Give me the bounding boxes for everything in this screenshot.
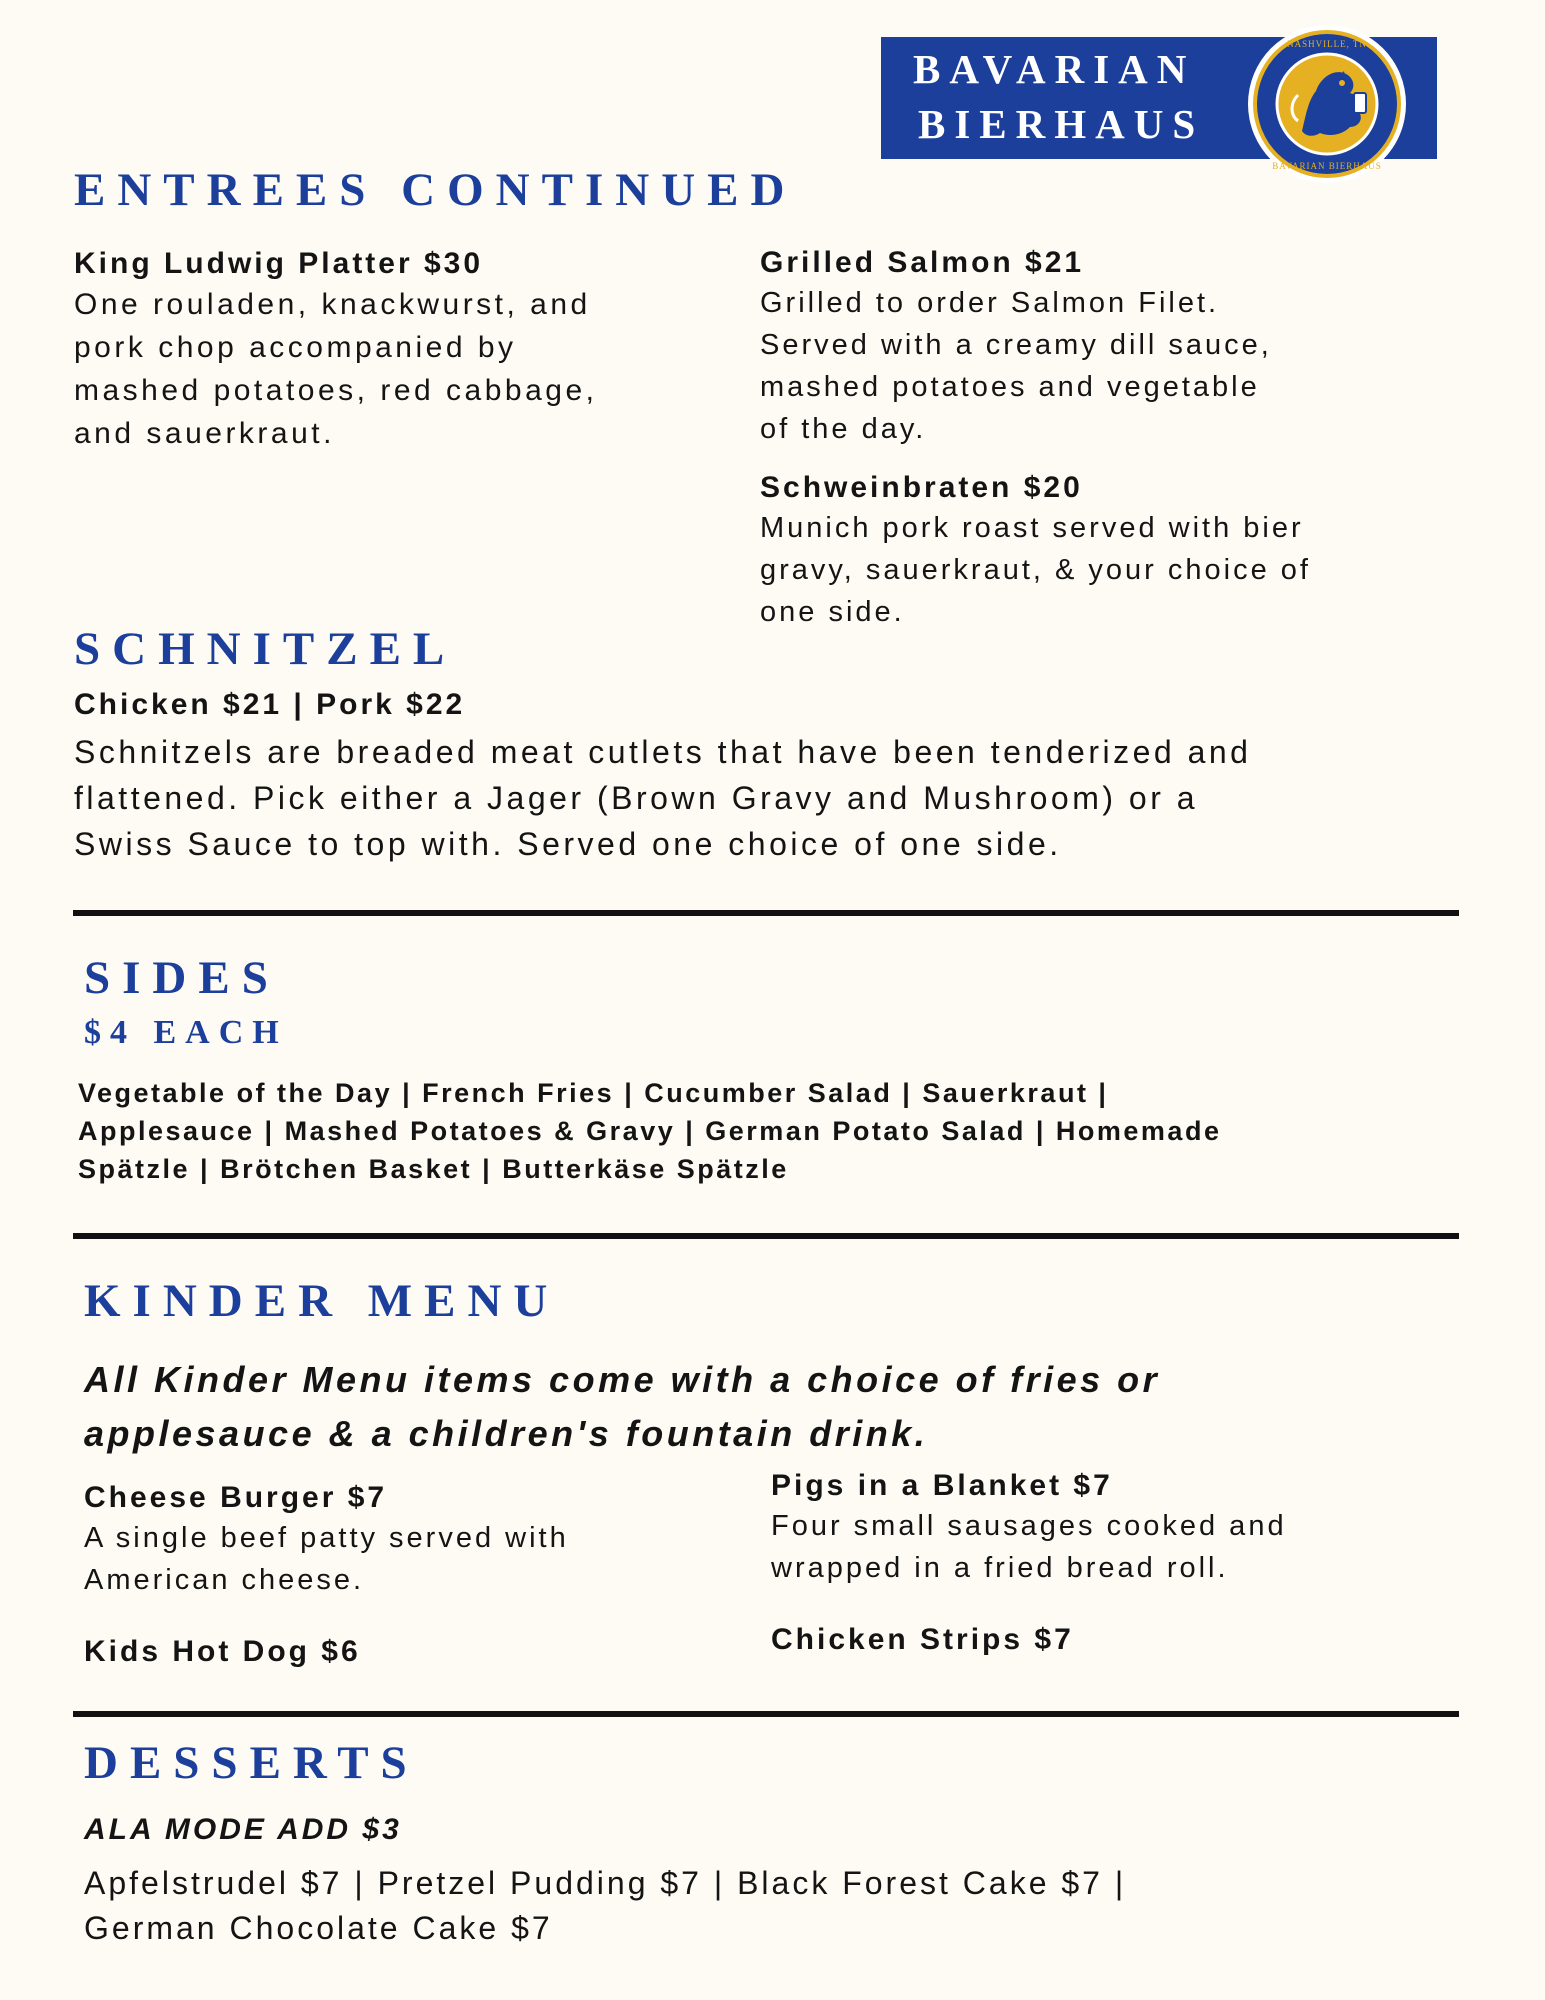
item-description: Munich pork roast served with bier gravy, sauerkraut, & your choice of one side. [760, 512, 1311, 628]
item-description: One rouladen, knackwurst, and pork chop accompanied by mashed potatoes, red cabbage, and sauerkraut. [74, 288, 598, 450]
divider [73, 1711, 1459, 1717]
item-title: Grilled Salmon $21 [760, 246, 1085, 279]
section-heading-schnitzel: SCHNITZEL [74, 623, 457, 675]
divider [73, 1233, 1459, 1239]
brand-name-line-2: BIERHAUS [918, 101, 1205, 147]
entree-king-ludwig [74, 249, 597, 455]
entree-grilled-salmon [760, 248, 1272, 450]
item-description: Four small sausages cooked and wrapped in a fried bread roll. [771, 1510, 1287, 1584]
crest-logo-icon [1246, 23, 1408, 185]
kinder-hot-dog: Kids Hot Dog $6 [84, 1635, 361, 1668]
svg-text:BAVARIAN BIERHAUS: BAVARIAN BIERHAUS [1272, 161, 1382, 171]
section-heading-desserts: DESSERTS [84, 1737, 419, 1789]
item-description: Grilled to order Salmon Filet. Served with a creamy dill sauce, mashed potatoes and vegetable of the day. [760, 287, 1272, 445]
brand-name-line-1: BAVARIAN [913, 46, 1196, 92]
sides-list: Vegetable of the Day | French Fries | Cucumber Salad | Sauerkraut | Applesauce | Mashed Potatoes & Gravy | German Potato Salad | Homemade Spätzle | Brötchen Basket | Butterkäse Spätzle [78, 1078, 1222, 1184]
kinder-cheese-burger [84, 1483, 569, 1601]
item-title: Cheese Burger $7 [84, 1481, 388, 1514]
entree-schweinbraten [760, 473, 1311, 633]
section-heading-kinder: KINDER MENU [84, 1275, 560, 1327]
section-heading-entrees: ENTREES CONTINUED [74, 164, 797, 216]
desserts-ala-mode: ALA MODE ADD $3 [84, 1813, 402, 1846]
item-description: A single beef patty served with American cheese. [84, 1522, 569, 1596]
item-title: Schweinbraten $20 [760, 471, 1083, 504]
item-title: Pigs in a Blanket $7 [771, 1469, 1113, 1502]
desserts-list: Apfelstrudel $7 | Pretzel Pudding $7 | Black Forest Cake $7 | German Chocolate Cake $7 [84, 1865, 1127, 1946]
kinder-pigs-in-blanket [771, 1471, 1287, 1589]
kinder-note: All Kinder Menu items come with a choice of fries or applesauce & a children's fountain drink. [84, 1359, 1161, 1454]
kinder-chicken-strips: Chicken Strips $7 [771, 1623, 1074, 1656]
section-heading-sides: SIDES [84, 952, 280, 1004]
schnitzel-prices: Chicken $21 | Pork $22 [74, 688, 466, 721]
item-title: King Ludwig Platter $30 [74, 247, 484, 280]
svg-text:NASHVILLE, TN: NASHVILLE, TN [1287, 39, 1367, 49]
divider [73, 910, 1459, 916]
sides-price: $4 EACH [84, 1014, 288, 1051]
schnitzel-description: Schnitzels are breaded meat cutlets that have been tenderized and flattened. Pick either a Jager (Brown Gravy and Mushroom) or a Swiss Sauce to top with. Served one choice of one side. [74, 734, 1252, 862]
